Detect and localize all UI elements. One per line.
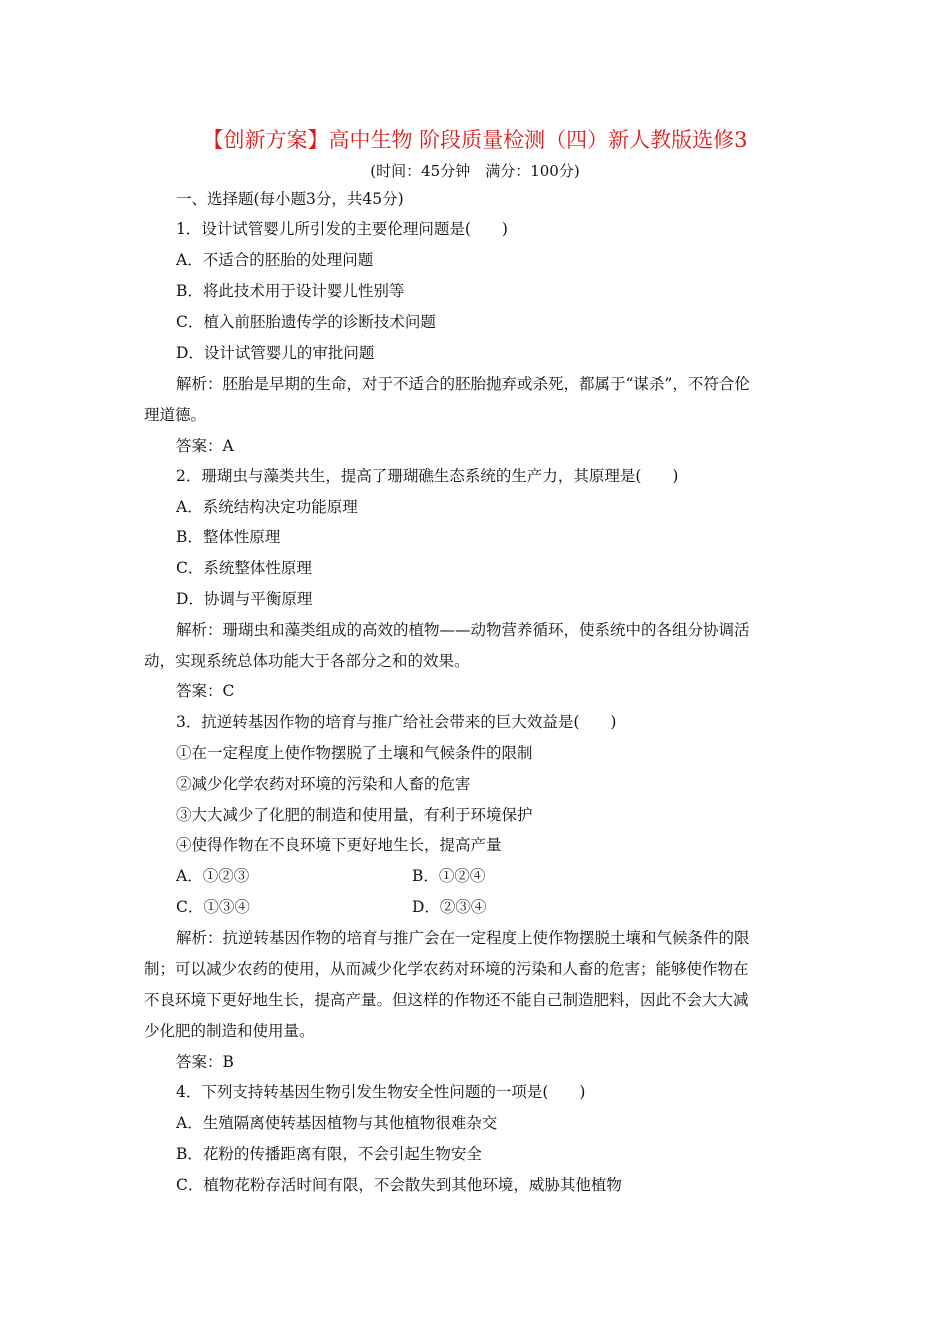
q1-stem: 1．设计试管婴儿所引发的主要伦理问题是( ) xyxy=(176,220,508,238)
q1-answer: 答案：A xyxy=(176,437,234,455)
q1-option-b: B．将此技术用于设计婴儿性别等 xyxy=(176,282,405,300)
q3-option-b: B．①②④ xyxy=(412,867,486,885)
title-text: 高中生物 阶段质量检测（四）新人教版选修3 xyxy=(328,128,748,152)
q3-answer: 答案：B xyxy=(176,1053,234,1071)
q3-option-a: A．①②③ xyxy=(176,867,250,885)
q1-option-d: D．设计试管婴儿的审批问题 xyxy=(176,344,375,362)
title-brand: 【创新方案】 xyxy=(202,128,329,152)
q3-statement-4: ④使得作物在不良环境下更好地生长，提高产量 xyxy=(176,836,502,854)
q2-analysis-line-1: 解析：珊瑚虫和藻类组成的高效的植物——动物营养循环，使系统中的各组分协调活 xyxy=(176,621,750,639)
q2-analysis-line-2: 动，实现系统总体功能大于各部分之和的效果。 xyxy=(144,652,470,670)
exam-info: (时间：45分钟 满分：100分) xyxy=(370,162,580,180)
section-heading: 一、选择题(每小题3分，共45分) xyxy=(176,190,404,208)
q3-analysis-line-4: 少化肥的制造和使用量。 xyxy=(144,1022,315,1040)
q2-answer: 答案：C xyxy=(176,682,235,700)
q2-option-d: D．协调与平衡原理 xyxy=(176,590,313,608)
q4-option-a: A．生殖隔离使转基因植物与其他植物很难杂交 xyxy=(176,1114,498,1132)
q4-stem: 4．下列支持转基因生物引发生物安全性问题的一项是( ) xyxy=(176,1083,586,1101)
q2-option-b: B．整体性原理 xyxy=(176,528,281,546)
q2-option-c: C．系统整体性原理 xyxy=(176,559,312,577)
q1-option-c: C．植入前胚胎遗传学的诊断技术问题 xyxy=(176,313,436,331)
q1-option-a: A．不适合的胚胎的处理问题 xyxy=(176,251,374,269)
document-title xyxy=(0,124,950,154)
q3-analysis-line-1: 解析：抗逆转基因作物的培育与推广会在一定程度上使作物摆脱土壤和气候条件的限 xyxy=(176,929,750,947)
q4-option-b: B．花粉的传播距离有限，不会引起生物安全 xyxy=(176,1145,482,1163)
q1-analysis-line-2: 理道德。 xyxy=(144,406,207,424)
q4-option-c: C．植物花粉存活时间有限，不会散失到其他环境，威胁其他植物 xyxy=(176,1176,622,1194)
q2-stem: 2．珊瑚虫与藻类共生，提高了珊瑚礁生态系统的生产力，其原理是( ) xyxy=(176,467,679,485)
q3-option-d: D．②③④ xyxy=(412,898,487,916)
q3-analysis-line-2: 制；可以减少农药的使用，从而减少化学农药对环境的污染和人畜的危害；能够使作物在 xyxy=(144,960,749,978)
q3-statement-2: ②减少化学农药对环境的污染和人畜的危害 xyxy=(176,775,471,793)
q3-stem: 3．抗逆转基因作物的培育与推广给社会带来的巨大效益是( ) xyxy=(176,713,617,731)
q3-statement-1: ①在一定程度上使作物摆脱了土壤和气候条件的限制 xyxy=(176,744,533,762)
q2-option-a: A．系统结构决定功能原理 xyxy=(176,498,358,516)
q3-statement-3: ③大大减少了化肥的制造和使用量，有利于环境保护 xyxy=(176,806,533,824)
q1-analysis-line-1: 解析：胚胎是早期的生命，对于不适合的胚胎抛弃或杀死，都属于“谋杀”，不符合伦 xyxy=(176,375,750,393)
q3-option-c: C．①③④ xyxy=(176,898,250,916)
q3-analysis-line-3: 不良环境下更好地生长，提高产量。但这样的作物还不能自己制造肥料，因此不会大大减 xyxy=(144,991,749,1009)
